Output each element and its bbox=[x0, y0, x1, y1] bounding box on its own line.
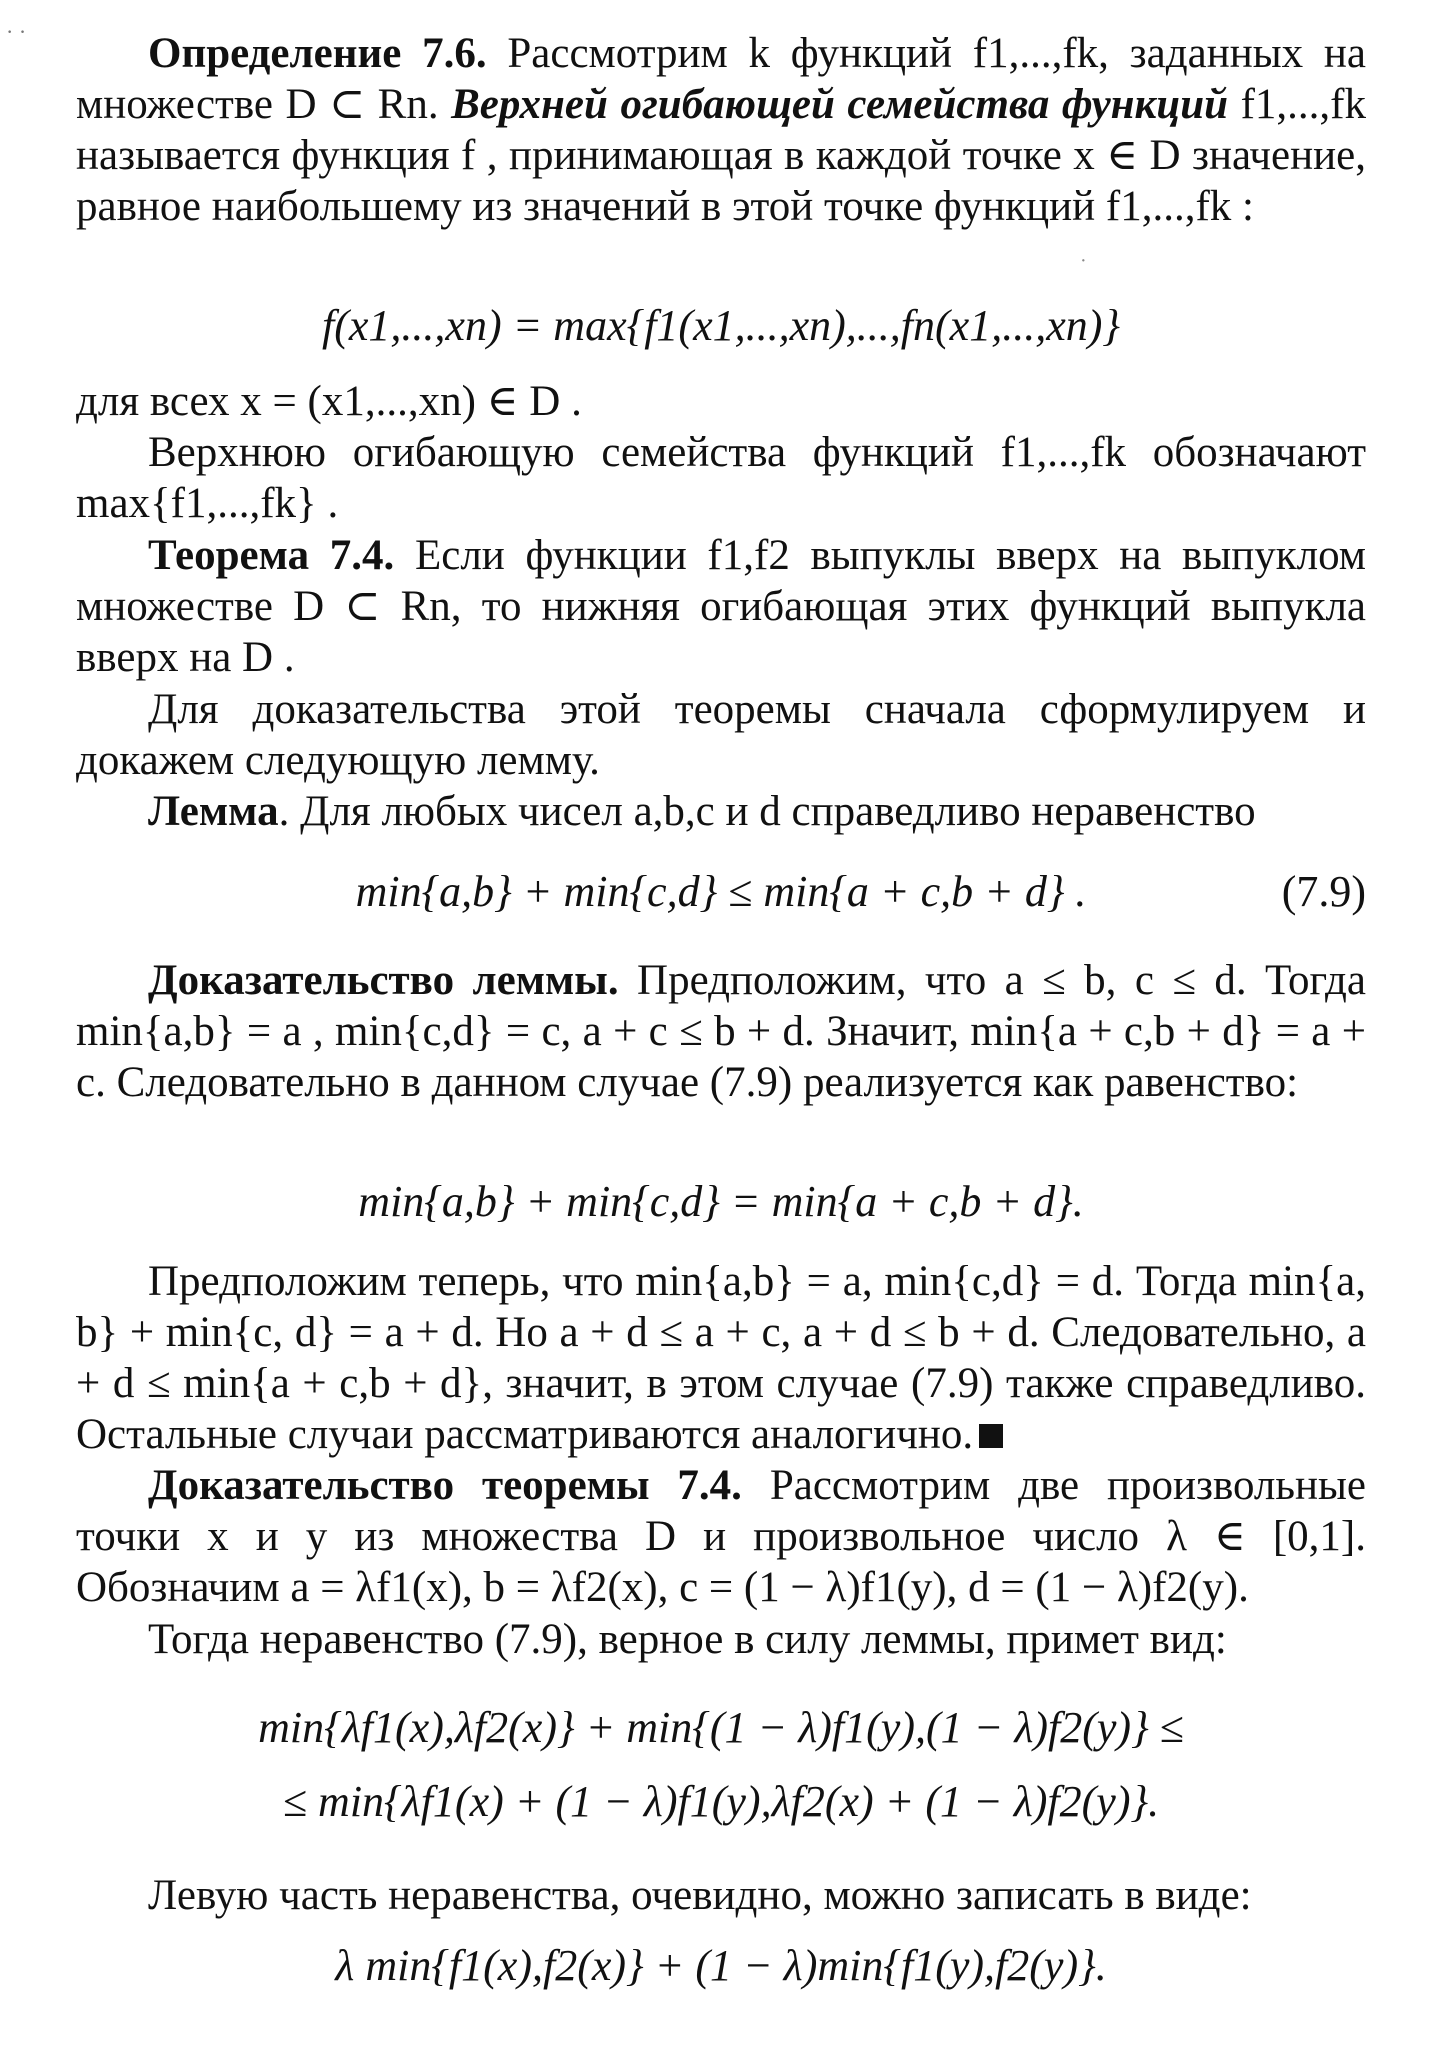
definition-italic: Верхней огибающей семейства функций bbox=[451, 81, 1229, 128]
formula-equality: min{a,b} + min{c,d} = min{a + c,b + d}. bbox=[358, 1177, 1084, 1226]
stray-mark: · bbox=[1080, 250, 1087, 272]
formula-lemma-text: min{a,b} + min{c,d} ≤ min{a + c,b + d} . bbox=[355, 867, 1087, 916]
theorem-heading: Теорема 7.4. bbox=[148, 532, 395, 579]
margin-scan-noise: · · bbox=[6, 19, 27, 44]
qed-square-icon bbox=[979, 1424, 1003, 1448]
intro-paragraph: Для доказательства этой теоремы сначала сформулируем и докажем следующую лемму. bbox=[76, 686, 1366, 784]
formula-inequality-line1: min{λf1(x),λf2(x)} + min{(1 − λ)f1(y),(1 − λ)f2(y)} ≤ bbox=[258, 1703, 1184, 1752]
lemma-paragraph bbox=[76, 786, 1366, 837]
formula-upper-envelope: f(x1,...,xn) = max{f1(x1,...,xn),...,fn(x1,...,xn)} bbox=[322, 301, 1120, 350]
theorem-proof-paragraph-2: Тогда неравенство (7.9), верное в силу леммы, примет вид: bbox=[148, 1616, 1227, 1663]
lemma-text: . Для любых чисел a,b,c и d справедливо неравенство bbox=[278, 788, 1256, 835]
theorem-proof-heading: Доказательство теоремы 7.4. bbox=[148, 1462, 742, 1509]
definition-for-all: для всех x = (x1,...,xn) ∈ D . bbox=[76, 378, 582, 425]
theorem-proof-text: Рассмотрим две произвольные точки x и y из множества D и произвольное число λ ∈ [0,1]. Обозначим a = λf1(x), b = λf2(x), c = (1 − λ)f1(y), d = (1 − λ)f2(y). bbox=[76, 1462, 1366, 1611]
theorem-paragraph bbox=[76, 530, 1366, 683]
theorem-text: Если функции f1,f2 выпуклы вверх на выпуклом множестве D ⊂ Rn, то нижняя огибающая этих функций выпукла вверх на D . bbox=[76, 532, 1366, 681]
equation-number: (7.9) bbox=[1281, 867, 1366, 916]
lemma-proof-paragraph-2 bbox=[76, 1256, 1366, 1460]
definition-text: Рассмотрим k функций f1,...,fk, заданных на множестве D ⊂ Rn. bbox=[76, 30, 1366, 128]
lemma-proof-text-2: Предположим теперь, что min{a,b} = a, min{c,d} = d. Тогда min{a, b} + min{c, d} = a + d. Но a + d ≤ a + c, a + d ≤ b + d. Следовательно, a + d ≤ min{a + c,b + d}, значит, в этом случае (7.9) также справедливо. Остальные случаи рассматриваются аналогично. bbox=[76, 1258, 1366, 1458]
lemma-proof-text: Предположим, что a ≤ b, c ≤ d. Тогда min{a,b} = a , min{c,d} = c, a + c ≤ b + d. Значит, min{a + c,b + d} = a + c. Следовательно в данном случае (7.9) реализуется как равенство: bbox=[76, 957, 1366, 1106]
formula-inequality-line2: ≤ min{λf1(x) + (1 − λ)f1(y),λf2(x) + (1 − λ)f2(y)}. bbox=[282, 1777, 1160, 1826]
lemma-proof-heading: Доказательство леммы. bbox=[148, 957, 619, 1004]
definition-text-continued: f1,...,fk называется функция f , принимающая в каждой точке x ∈ D значение, равное наибольшему из значений в этой точке функций f1,...,fk : bbox=[76, 81, 1367, 230]
lemma-proof-paragraph bbox=[76, 955, 1366, 1108]
theorem-proof-paragraph-3: Левую часть неравенства, очевидно, можно записать в виде: bbox=[148, 1872, 1252, 1919]
theorem-proof-paragraph bbox=[76, 1460, 1366, 1613]
definition-paragraph bbox=[76, 28, 1366, 232]
notation-paragraph: Верхнюю огибающую семейства функций f1,...,fk обозначают max{f1,...,fk} . bbox=[76, 429, 1366, 527]
definition-heading: Определение 7.6. bbox=[148, 30, 487, 77]
lemma-heading: Лемма bbox=[148, 788, 279, 835]
formula-left-side: λ min{f1(x),f2(x)} + (1 − λ)min{f1(y),f2(y)}. bbox=[335, 1941, 1107, 1990]
formula-lemma bbox=[76, 866, 1366, 918]
